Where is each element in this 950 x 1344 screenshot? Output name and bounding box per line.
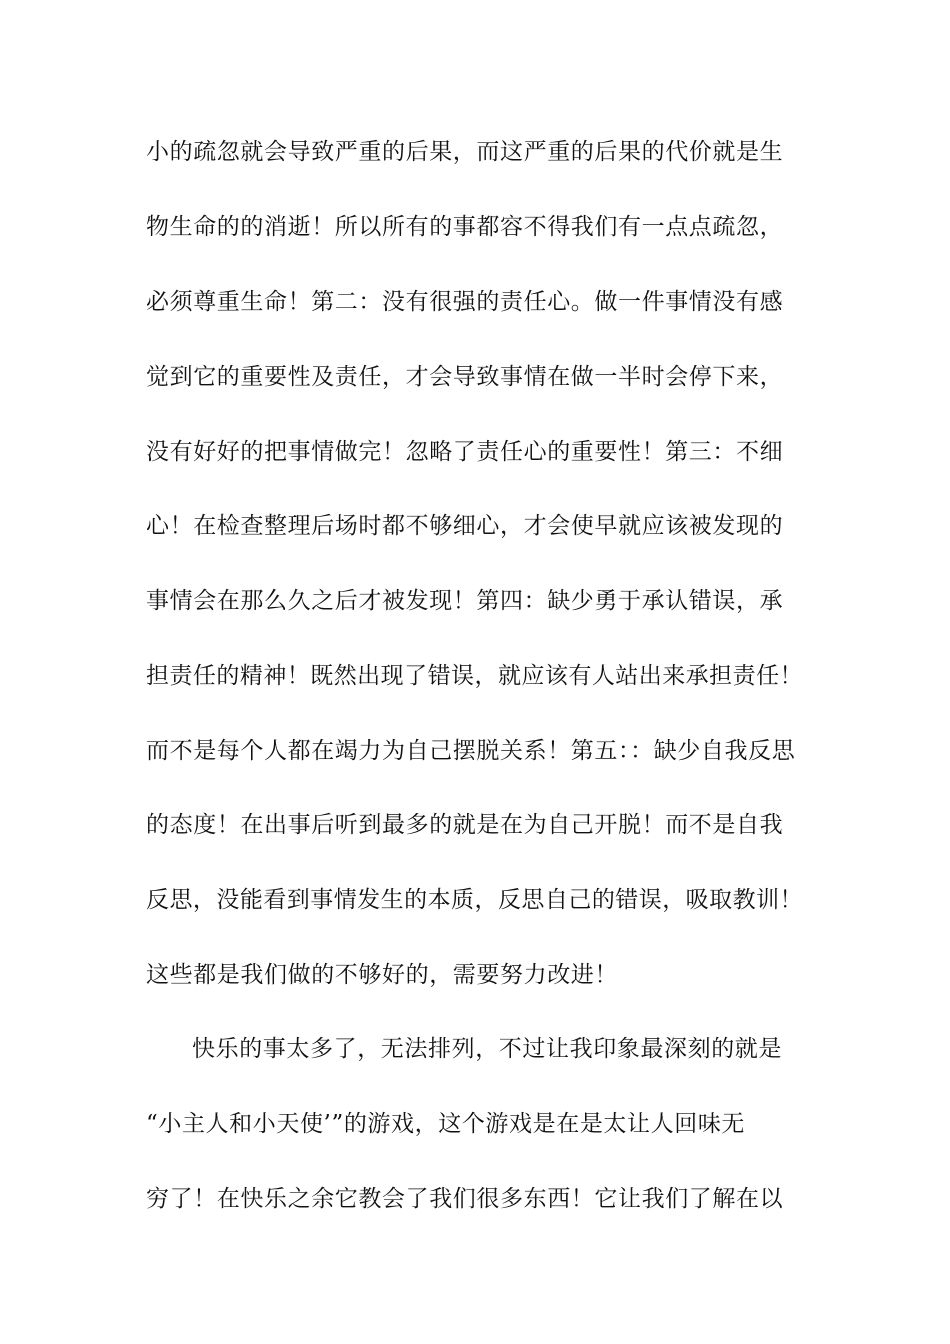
text-line: “小主人和小天使’”的游戏，这个游戏是在是太让人回味无 bbox=[146, 1111, 746, 1137]
text-line: 穷了！在快乐之余它教会了我们很多东西！它让我们了解在以 bbox=[146, 1186, 784, 1212]
text-line: 反思，没能看到事情发生的本质，反思自己的错误，吸取教训！ bbox=[146, 887, 803, 913]
text-line: 这些都是我们做的不够好的，需要努力改进！ bbox=[146, 962, 618, 988]
text-line: 心！在检查整理后场时都不够细心，才会使早就应该被发现的 bbox=[146, 513, 784, 539]
text-line: 担责任的精神！既然出现了错误，就应该有人站出来承担责任！ bbox=[146, 663, 803, 689]
text-line: 事情会在那么久之后才被发现！第四：缺少勇于承认错误，承 bbox=[146, 588, 784, 614]
text-line: 觉到它的重要性及责任，才会导致事情在做一半时会停下来， bbox=[146, 364, 784, 390]
text-line: 小的疏忽就会导致严重的后果，而这严重的后果的代价就是生 bbox=[146, 139, 784, 165]
text-line: 必须尊重生命！第二：没有很强的责任心。做一件事情没有感 bbox=[146, 289, 784, 315]
text-line: 没有好好的把事情做完！忽略了责任心的重要性！第三：不细 bbox=[146, 439, 784, 465]
paragraph-first-line: 快乐的事太多了，无法排列，不过让我印象最深刻的就是 bbox=[192, 1036, 782, 1062]
text-line: 的态度！在出事后听到最多的就是在为自己开脱！而不是自我 bbox=[146, 812, 784, 838]
text-line: 而不是每个人都在竭力为自己摆脱关系！第五：：缺少自我反思 bbox=[146, 738, 796, 764]
text-line: 物生命的的消逝！所以所有的事都容不得我们有一点点疏忽， bbox=[146, 214, 784, 240]
